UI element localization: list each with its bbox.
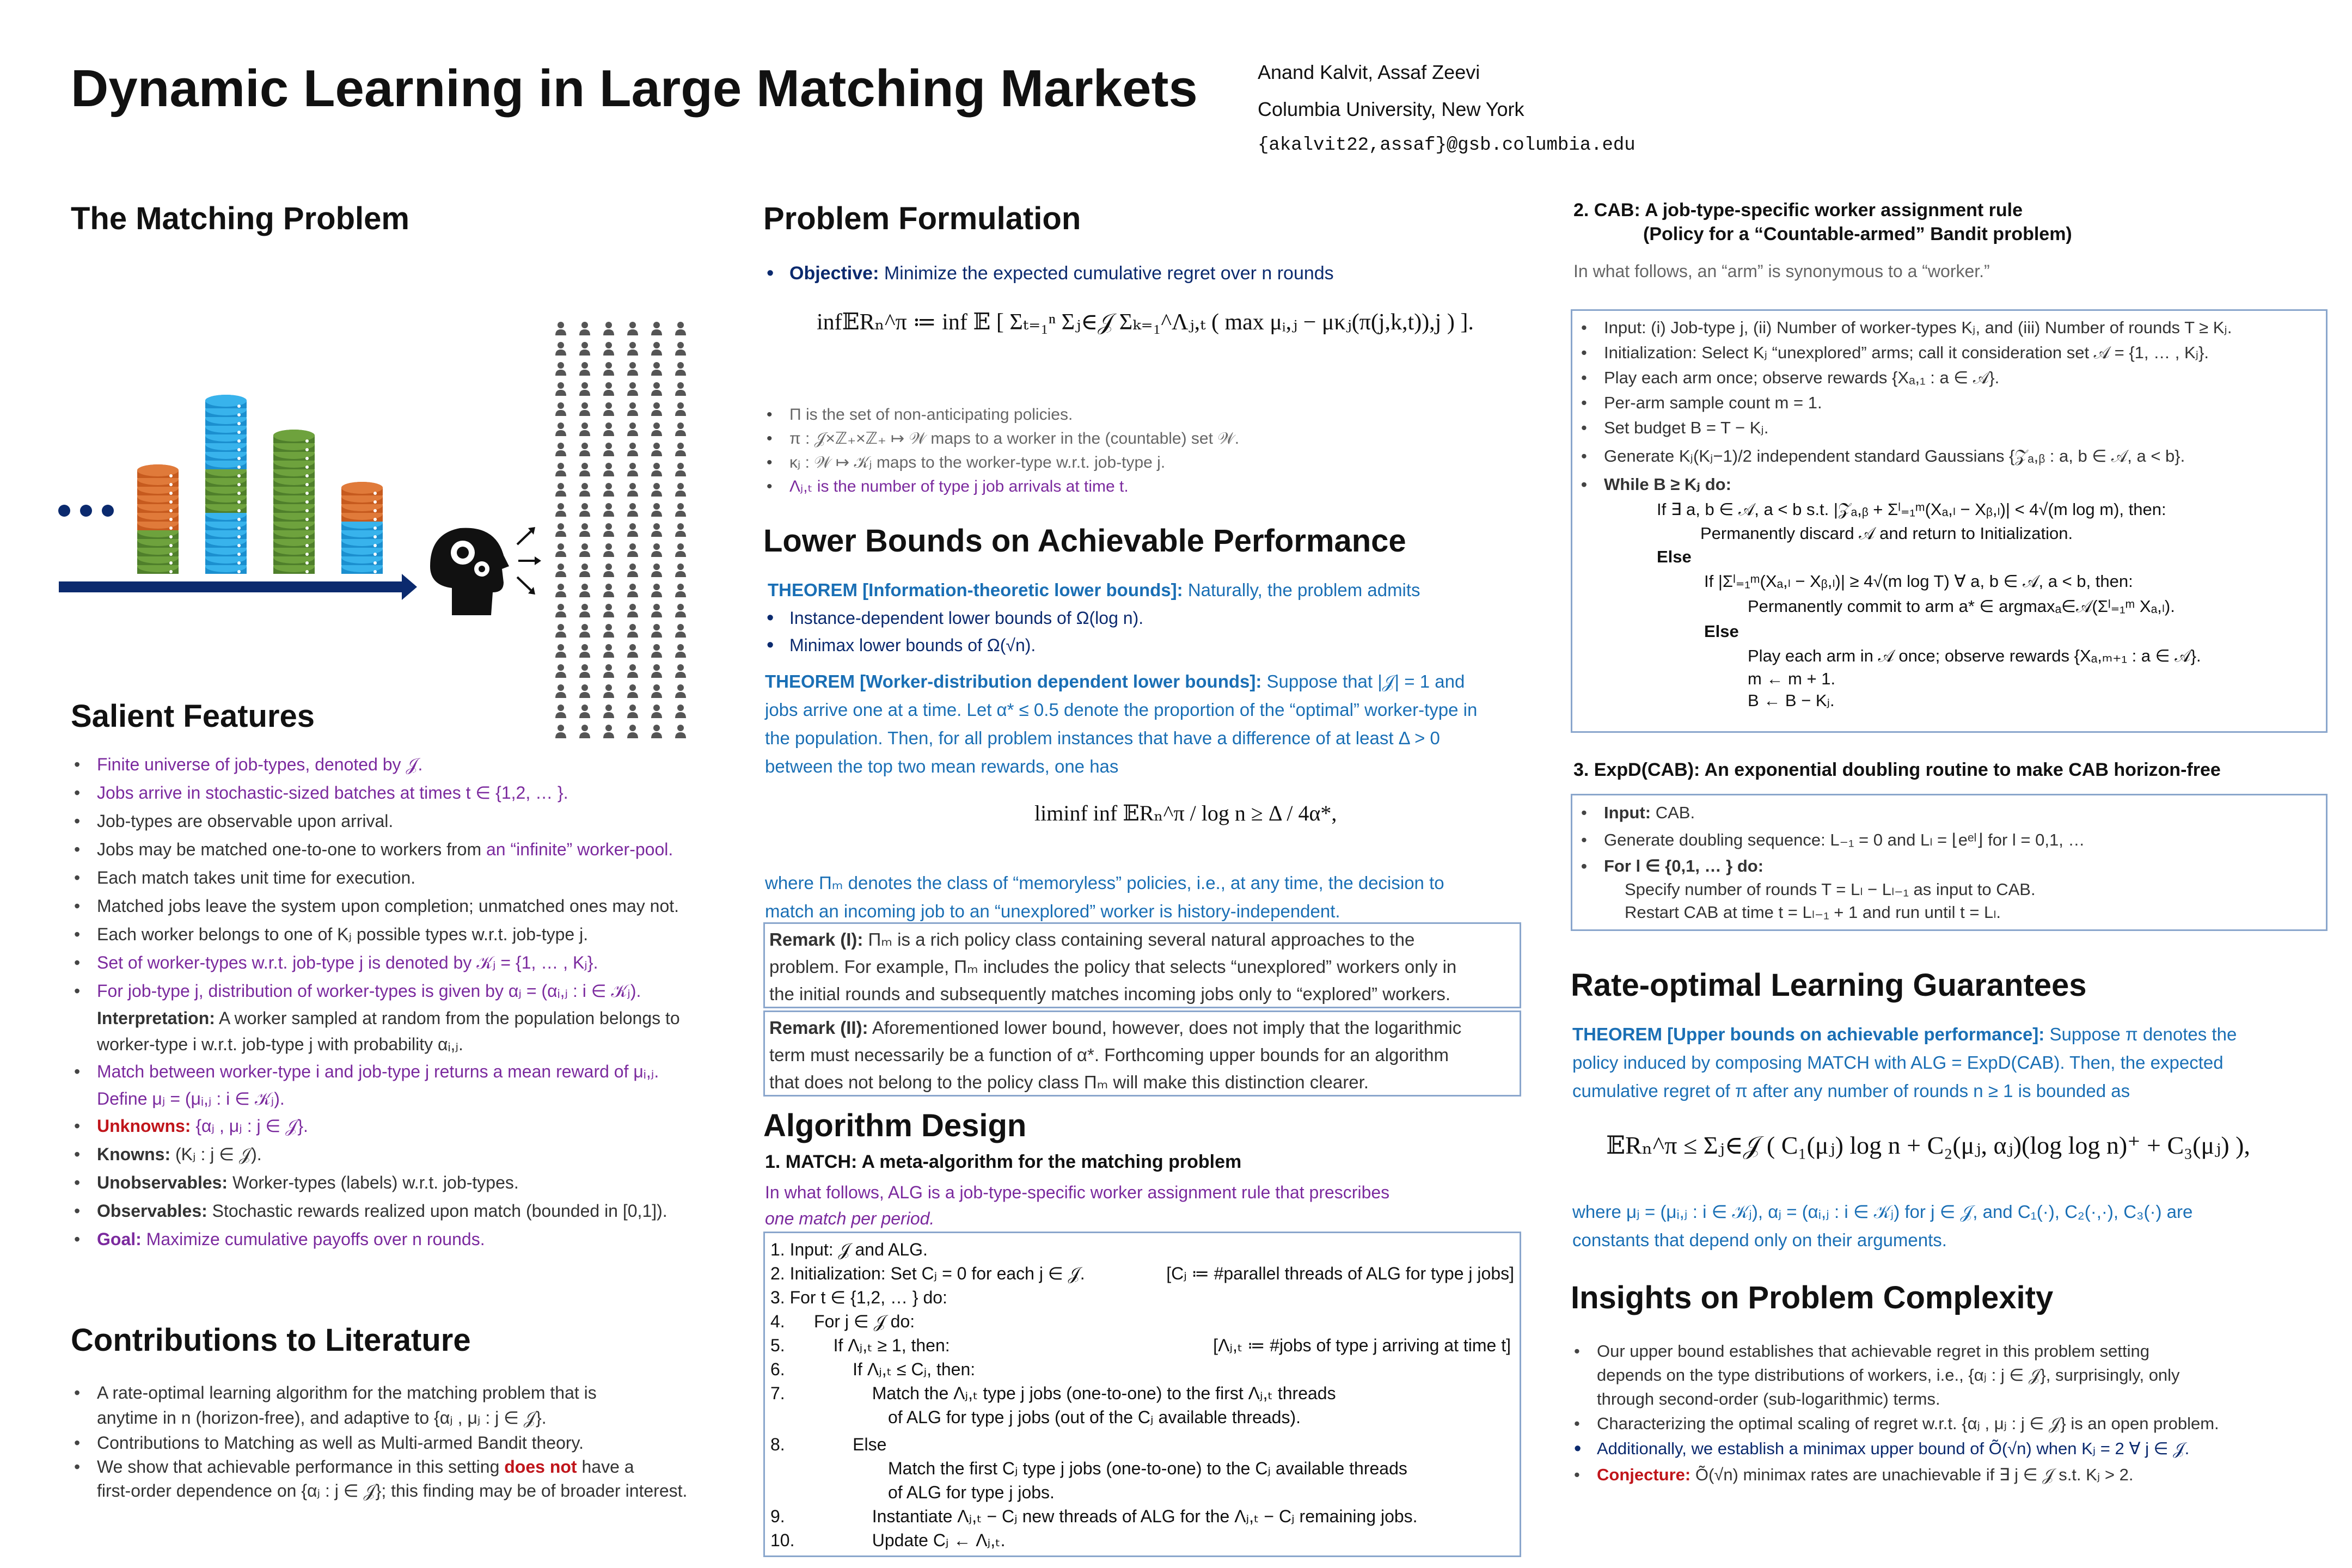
list-item: • Conjecture: Õ(√n) minimax rates are unachievable if ∃ j ∈ 𝒥 s.t. Kⱼ > 2. bbox=[1571, 1461, 2219, 1489]
worker-icon bbox=[555, 523, 566, 537]
worker-icon bbox=[627, 362, 638, 376]
worker-icon bbox=[555, 644, 566, 658]
list-item: • Π is the set of non-anticipating policies. bbox=[763, 403, 1239, 427]
cab-line: Else bbox=[1704, 622, 1739, 641]
coin-stacks bbox=[137, 395, 383, 574]
list-item: • Each worker belongs to one of Kⱼ possible types w.r.t. job-type j. bbox=[71, 920, 680, 948]
worker-icon bbox=[555, 342, 566, 356]
alg-line: Match the first Cⱼ type j jobs (one-to-one) to the Cⱼ available threads bbox=[888, 1459, 1407, 1478]
worker-icon bbox=[579, 705, 590, 718]
worker-icon bbox=[603, 584, 614, 597]
worker-icon bbox=[579, 664, 590, 678]
worker-icon bbox=[579, 624, 590, 638]
expd-line: • Generate doubling sequence: L₋₁ = 0 and Lₗ = ⌊eᵉˡ⌋ for l = 0,1, … bbox=[1578, 826, 2320, 854]
worker-icon bbox=[603, 402, 614, 416]
cab-line: Play each arm in 𝒜 once; observe rewards {Xₐ,ₘ₊₁ : a ∈ 𝒜}. bbox=[1748, 646, 2201, 665]
cab-line: • Play each arm once; observe rewards {Xₐ,₁ : a ∈ 𝒜}. bbox=[1578, 365, 2320, 390]
alg-line: 7. Match the Λⱼ,ₜ type j jobs (one-to-one) to the first Λⱼ,ₜ threads bbox=[770, 1383, 1336, 1403]
worker-icon bbox=[603, 362, 614, 376]
insights-heading: Insights on Problem Complexity bbox=[1571, 1280, 2054, 1315]
list-item: • Goal: Maximize cumulative payoffs over n rounds. bbox=[71, 1225, 680, 1253]
worker-icon bbox=[675, 684, 686, 698]
cab-intro: In what follows, an “arm” is synonymous to a “worker.” bbox=[1573, 261, 1990, 281]
worker-icon bbox=[579, 483, 590, 497]
memoryless-note: where Πₘ denotes the class of “memoryless” policies, i.e., at any time, the decision to match an incoming job to an “unexplored” worker is history-independent. bbox=[765, 873, 1444, 921]
worker-icon bbox=[675, 422, 686, 436]
list-item: • Λⱼ,ₜ is the number of type j job arrivals at time t. bbox=[763, 475, 1239, 499]
worker-icon bbox=[603, 543, 614, 557]
cab-line: If |Σˡ₌₁ᵐ(Xₐ,ₗ − Xᵦ,ₗ)| ≥ 4√(m log T) ∀ a, b ∈ 𝒜, a < b, then: bbox=[1704, 572, 2133, 591]
worker-icon bbox=[675, 564, 686, 577]
worker-icon bbox=[555, 483, 566, 497]
worker-icon bbox=[627, 664, 638, 678]
expd-line: Specify number of rounds T = Lₗ − Lₗ₋₁ as input to CAB. bbox=[1625, 880, 2036, 899]
alg-line: 5. If Λⱼ,ₜ ≥ 1, then: [Λⱼ,ₜ ≔ #jobs of type j arriving at time t] bbox=[770, 1336, 1511, 1355]
worker-icon bbox=[603, 664, 614, 678]
worker-icon bbox=[579, 402, 590, 416]
worker-icon bbox=[627, 644, 638, 658]
worker-icon bbox=[675, 604, 686, 617]
cab-line: Permanently commit to arm a* ∈ argmaxₐ∈𝒜(Σˡ₌₁ᵐ Xₐ,ₗ). bbox=[1748, 597, 2175, 616]
worker-icon bbox=[579, 543, 590, 557]
coin bbox=[205, 395, 247, 408]
worker-icon bbox=[579, 463, 590, 476]
list-item: • For job-type j, distribution of worker-types is given by αⱼ = (αᵢ,ⱼ : i ∈ 𝒦ⱼ). bbox=[71, 977, 680, 1005]
matching-illustration bbox=[49, 294, 768, 746]
list-item: • Additionally, we establish a minimax upper bound of Õ(√n) when Kⱼ = 2 ∀ j ∈ 𝒥. bbox=[1571, 1436, 2219, 1461]
worker-icon bbox=[555, 382, 566, 396]
worker-icon bbox=[555, 322, 566, 335]
remark-2-box: Remark (II): Aforementioned lower bound, however, does not imply that the logarithmic term must necessarily be a function of α*. Forthcoming upper bounds for an algorithm that does not belong to the policy class Πₘ will make this distinction clearer. bbox=[763, 1010, 1521, 1097]
list-item: • Minimax lower bounds of Ω(√n). bbox=[763, 632, 1143, 659]
theorem-1: THEOREM [Information-theoretic lower bounds]: Naturally, the problem admits bbox=[768, 580, 1420, 600]
alg-line: 6. If Λⱼ,ₜ ≤ Cⱼ, then: bbox=[770, 1359, 976, 1379]
alg-line: 9. Instantiate Λⱼ,ₜ − Cⱼ new threads of ALG for the Λⱼ,ₜ − Cⱼ remaining jobs. bbox=[770, 1506, 1418, 1526]
worker-icon bbox=[675, 503, 686, 517]
worker-icon bbox=[675, 664, 686, 678]
worker-icon bbox=[627, 543, 638, 557]
list-item: • Set of worker-types w.r.t. job-type j is denoted by 𝒦ⱼ = {1, … , Kⱼ}. bbox=[71, 948, 680, 977]
worker-icon bbox=[579, 725, 590, 738]
worker-icon bbox=[603, 322, 614, 335]
worker-icon bbox=[675, 584, 686, 597]
cab-line: • Set budget B = T − Kⱼ. bbox=[1578, 415, 2320, 440]
list-item: • Each match takes unit time for execution. bbox=[71, 863, 680, 892]
worker-icon bbox=[675, 483, 686, 497]
list-item: • Matched jobs leave the system upon completion; unmatched ones may not. bbox=[71, 892, 680, 920]
worker-icon bbox=[603, 382, 614, 396]
salient-features-heading: Salient Features bbox=[71, 699, 315, 734]
list-item: • Instance-dependent lower bounds of Ω(log n). bbox=[763, 604, 1143, 632]
worker-icon bbox=[675, 705, 686, 718]
coin bbox=[341, 482, 383, 495]
cab-subheading: 2. CAB: A job-type-specific worker assignment rule bbox=[1573, 200, 2023, 220]
list-item: • κⱼ : 𝒲 ↦ 𝒦ⱼ maps to the worker-type w.r.t. job-type j. bbox=[763, 451, 1239, 475]
upper-bound-theorem: THEOREM [Upper bounds on achievable performance]: Suppose π denotes the policy induced by composing MATCH with ALG = ExpD(CAB). Then, the expected cumulative regret of π after any number of rounds n ≥ 1 is bounded as bbox=[1572, 1024, 2237, 1101]
cab-line: m ← m + 1. bbox=[1748, 669, 1836, 688]
list-item: • Our upper bound establishes that achievable regret in this problem setting bbox=[1571, 1339, 2219, 1363]
decision-head-icon bbox=[430, 527, 541, 615]
affiliation: Columbia University, New York bbox=[1258, 98, 1524, 120]
cab-algorithm-box bbox=[1571, 309, 2328, 733]
cab-line: Else bbox=[1657, 547, 1692, 566]
worker-icon bbox=[579, 382, 590, 396]
worker-icon bbox=[603, 503, 614, 517]
list-item: • Observables: Stochastic rewards realized upon match (bounded in [0,1]). bbox=[71, 1197, 680, 1225]
worker-icon bbox=[627, 483, 638, 497]
worker-icon bbox=[627, 624, 638, 638]
worker-icon bbox=[627, 443, 638, 456]
match-intro: In what follows, ALG is a job-type-specific worker assignment rule that prescribes one match per period. bbox=[765, 1183, 1390, 1228]
worker-icon bbox=[603, 725, 614, 738]
coin bbox=[273, 430, 315, 443]
worker-icon bbox=[627, 564, 638, 577]
list-item: • Jobs arrive in stochastic-sized batches at times t ∈ {1,2, … }. bbox=[71, 779, 680, 807]
cab-line: If ∃ a, b ∈ 𝒜, a < b s.t. |𝒵ₐ,ᵦ + Σˡ₌₁ᵐ(Xₐ,ₗ − Xᵦ,ₗ)| < 4√(m log m), then: bbox=[1657, 500, 2166, 519]
list-item: • We show that achievable performance in this setting does not have a bbox=[71, 1455, 687, 1479]
list-item: anytime in n (horizon-free), and adaptive to {αⱼ , μⱼ : j ∈ 𝒥}. bbox=[97, 1408, 547, 1428]
worker-icon bbox=[603, 705, 614, 718]
worker-icon bbox=[651, 543, 662, 557]
formulation-notes bbox=[763, 403, 1239, 499]
worker-icon bbox=[651, 604, 662, 617]
worker-icon bbox=[627, 584, 638, 597]
worker-icon bbox=[627, 402, 638, 416]
matching-problem-heading: The Matching Problem bbox=[71, 201, 409, 236]
worker-icon bbox=[579, 503, 590, 517]
alg-line: 3. For t ∈ {1,2, … } do: bbox=[770, 1288, 947, 1307]
list-item: • Job-types are observable upon arrival. bbox=[71, 807, 680, 835]
cab-line: • Per-arm sample count m = 1. bbox=[1578, 390, 2320, 415]
formulation-heading: Problem Formulation bbox=[763, 201, 1081, 236]
insights-list bbox=[1571, 1339, 2219, 1489]
list-item: worker-type i w.r.t. job-type j with probability αᵢ,ⱼ. bbox=[97, 1034, 463, 1054]
worker-icon bbox=[555, 402, 566, 416]
ellipsis-dots bbox=[58, 505, 114, 517]
cab-line: Permanently discard 𝒜 and return to Initialization. bbox=[1700, 524, 2073, 543]
worker-icon bbox=[651, 644, 662, 658]
worker-icon bbox=[555, 503, 566, 517]
list-item: • Finite universe of job-types, denoted by 𝒥. bbox=[71, 750, 680, 779]
worker-icon bbox=[651, 564, 662, 577]
worker-icon bbox=[651, 584, 662, 597]
authors: Anand Kalvit, Assaf Zeevi bbox=[1258, 61, 1480, 83]
expd-line: • For l ∈ {0,1, … } do: bbox=[1578, 854, 2320, 878]
theorem-2: THEOREM [Worker-distribution dependent lower bounds]: Suppose that |𝒥| = 1 and jobs arrive one at a time. Let α* ≤ 0.5 denote the proportion of the “optimal” worker-type in the population. Then, for all problem instances that have a difference of at least Δ > 0 between the top two mean rewards, one has bbox=[765, 671, 1478, 776]
worker-icon bbox=[555, 362, 566, 376]
theorem-1-list bbox=[763, 604, 1143, 659]
expd-subheading: 3. ExpD(CAB): An exponential doubling routine to make CAB horizon-free bbox=[1573, 759, 2221, 780]
worker-icon bbox=[627, 725, 638, 738]
worker-icon bbox=[651, 382, 662, 396]
worker-icon bbox=[627, 422, 638, 436]
worker-icon bbox=[651, 483, 662, 497]
worker-icon bbox=[603, 604, 614, 617]
worker-icon bbox=[675, 382, 686, 396]
worker-icon bbox=[603, 483, 614, 497]
list-item: • Unobservables: Worker-types (labels) w.r.t. job-types. bbox=[71, 1168, 680, 1197]
cab-line: B ← B − Kⱼ. bbox=[1748, 691, 1835, 710]
lower-bounds-heading: Lower Bounds on Achievable Performance bbox=[763, 523, 1406, 559]
worker-icon bbox=[651, 402, 662, 416]
cab-line: • Generate Kⱼ(Kⱼ−1)/2 independent standard Gaussians {𝒵ₐ,ᵦ : a, b ∈ 𝒜, a < b}. bbox=[1578, 440, 2320, 472]
match-algorithm-box bbox=[763, 1232, 1521, 1557]
worker-icon bbox=[651, 322, 662, 335]
worker-icon bbox=[555, 443, 566, 456]
worker-icon bbox=[651, 664, 662, 678]
worker-icon bbox=[555, 624, 566, 638]
expd-line: • Input: CAB. bbox=[1578, 800, 2320, 826]
poster-title: Dynamic Learning in Large Matching Markets bbox=[71, 59, 1198, 118]
list-item: • Characterizing the optimal scaling of regret w.r.t. {αⱼ , μⱼ : j ∈ 𝒥} is an open problem. bbox=[1571, 1411, 2219, 1436]
worker-icon bbox=[555, 664, 566, 678]
worker-icon bbox=[579, 523, 590, 537]
coin bbox=[137, 464, 179, 478]
worker-icon bbox=[627, 463, 638, 476]
worker-icon bbox=[555, 684, 566, 698]
upper-bound-equation: 𝔼Rₙ^π ≤ Σⱼ∈𝒥 ( C₁(μⱼ) log n + C₂(μⱼ, αⱼ)(log log n)⁺ + C₃(μⱼ) ), bbox=[1606, 1131, 2250, 1159]
cab-line: • Input: (i) Job-type j, (ii) Number of worker-types Kⱼ, and (iii) Number of rounds T ≥ Kⱼ. bbox=[1578, 315, 2320, 340]
cab-line: • While B ≥ Kⱼ do: bbox=[1578, 472, 2320, 497]
worker-icon bbox=[603, 422, 614, 436]
objective-line: • Objective: Minimize the expected cumulative regret over n rounds bbox=[763, 259, 2352, 287]
guarantees-heading: Rate-optimal Learning Guarantees bbox=[1571, 967, 2087, 1003]
worker-icon bbox=[555, 705, 566, 718]
alg-line: 4. For j ∈ 𝒥 do: bbox=[770, 1312, 915, 1331]
worker-icon bbox=[627, 684, 638, 698]
worker-icon bbox=[675, 543, 686, 557]
worker-icon bbox=[675, 463, 686, 476]
worker-icon bbox=[603, 684, 614, 698]
worker-icon bbox=[627, 342, 638, 356]
worker-icon bbox=[627, 523, 638, 537]
worker-icon bbox=[579, 443, 590, 456]
worker-icon bbox=[603, 564, 614, 577]
worker-icon bbox=[627, 503, 638, 517]
worker-icon bbox=[627, 382, 638, 396]
worker-icon bbox=[651, 523, 662, 537]
worker-icon bbox=[651, 503, 662, 517]
expd-algorithm-box bbox=[1571, 794, 2328, 931]
worker-icon bbox=[627, 604, 638, 617]
email: {akalvit22,assaf}@gsb.columbia.edu bbox=[1258, 135, 1636, 156]
worker-icon bbox=[603, 624, 614, 638]
salient-features-list bbox=[71, 750, 680, 1253]
match-subheading: 1. MATCH: A meta-algorithm for the matching problem bbox=[765, 1152, 1242, 1172]
worker-icon bbox=[603, 644, 614, 658]
worker-icon bbox=[579, 422, 590, 436]
list-item: • Knowns: (Kⱼ : j ∈ 𝒥). bbox=[71, 1140, 680, 1168]
worker-icon bbox=[651, 463, 662, 476]
worker-icon bbox=[603, 443, 614, 456]
alg-line: 8. Else bbox=[770, 1435, 887, 1454]
worker-icon bbox=[651, 362, 662, 376]
worker-icon bbox=[651, 705, 662, 718]
worker-icon bbox=[651, 624, 662, 638]
lower-bound-equation: liminf inf 𝔼Rₙ^π / log n ≥ Δ / 4α*, bbox=[1034, 801, 1337, 825]
list-item: first-order dependence on {αⱼ : j ∈ 𝒥}; this finding may be of broader interest. bbox=[97, 1481, 688, 1500]
worker-icon bbox=[603, 523, 614, 537]
cab-line: • Initialization: Select Kⱼ “unexplored” arms; call it consideration set 𝒜 = {1, … , Kⱼ}. bbox=[1578, 340, 2320, 365]
alg-line: 10. Update Cⱼ ← Λⱼ,ₜ. bbox=[770, 1530, 1006, 1550]
list-item: • Match between worker-type i and job-type j returns a mean reward of μᵢ,ⱼ. bbox=[71, 1057, 680, 1086]
worker-icon bbox=[555, 725, 566, 738]
worker-icon bbox=[555, 564, 566, 577]
worker-icon bbox=[675, 362, 686, 376]
worker-icon bbox=[555, 422, 566, 436]
alg-line: of ALG for type j jobs. bbox=[888, 1483, 1055, 1502]
worker-icon bbox=[579, 584, 590, 597]
alg-line: of ALG for type j jobs (out of the Cⱼ available threads). bbox=[888, 1407, 1301, 1427]
algorithm-heading: Algorithm Design bbox=[763, 1108, 1027, 1143]
worker-icon bbox=[651, 443, 662, 456]
cab-subheading-2: (Policy for a “Countable-armed” Bandit problem) bbox=[1643, 224, 2072, 244]
regret-equation: inf𝔼Rₙ^π ≔ inf 𝔼 [ Σₜ₌₁ⁿ Σⱼ∈𝒥 Σₖ₌₁^Λⱼ,ₜ ( max μᵢ,ⱼ − μκⱼ(π(j,k,t)),j ) ]. bbox=[817, 310, 1474, 335]
worker-icon bbox=[579, 342, 590, 356]
worker-icon bbox=[675, 644, 686, 658]
contributions-list bbox=[71, 1381, 687, 1503]
worker-icon bbox=[579, 684, 590, 698]
worker-icon bbox=[555, 463, 566, 476]
worker-icon bbox=[627, 705, 638, 718]
list-item: depends on the type distributions of workers, i.e., {αⱼ : j ∈ 𝒥}, surprisingly, only bbox=[1597, 1365, 2180, 1385]
worker-icon bbox=[675, 322, 686, 335]
worker-icon bbox=[555, 584, 566, 597]
worker-icon bbox=[675, 342, 686, 356]
list-item: • A rate-optimal learning algorithm for the matching problem that is bbox=[71, 1381, 687, 1405]
worker-icon bbox=[675, 523, 686, 537]
worker-icon bbox=[579, 322, 590, 335]
worker-icon bbox=[579, 362, 590, 376]
worker-icon bbox=[675, 725, 686, 738]
worker-icon bbox=[579, 604, 590, 617]
worker-icon bbox=[603, 342, 614, 356]
list-item: • π : 𝒥×ℤ₊×ℤ₊ ↦ 𝒲 maps to a worker in the (countable) set 𝒲. bbox=[763, 427, 1239, 451]
expd-line: Restart CAB at time t = Lₗ₋₁ + 1 and run until t = Lₗ. bbox=[1625, 903, 2001, 922]
list-item: through second-order (sub-logarithmic) terms. bbox=[1597, 1389, 1940, 1408]
list-item: • Unknowns: {αⱼ , μⱼ : j ∈ 𝒥}. bbox=[71, 1112, 680, 1140]
list-item: Define μⱼ = (μᵢ,ⱼ : i ∈ 𝒦ⱼ). bbox=[97, 1089, 285, 1108]
worker-icon bbox=[555, 604, 566, 617]
alg-line: 2. Initialization: Set Cⱼ = 0 for each j ∈ 𝒥. [Cⱼ ≔ #parallel threads of ALG for type j jobs] bbox=[770, 1264, 1514, 1283]
list-item: Interpretation: A worker sampled at random from the population belongs to bbox=[97, 1008, 680, 1028]
list-item: • Contributions to Matching as well as Multi-armed Bandit theory. bbox=[71, 1431, 687, 1455]
worker-icon bbox=[579, 644, 590, 658]
list-item: • Jobs may be matched one-to-one to workers from an “infinite” worker-pool. bbox=[71, 835, 680, 863]
contributions-heading: Contributions to Literature bbox=[71, 1322, 471, 1358]
alg-line: 1. Input: 𝒥 and ALG. bbox=[770, 1240, 928, 1259]
worker-icon bbox=[555, 543, 566, 557]
remark-1-box: Remark (I): Πₘ is a rich policy class containing several natural approaches to the problem. For example, Πₘ includes the policy that selects “unexplored” workers only in the initial rounds and subsequently matches incoming jobs only to “explored” workers. bbox=[763, 922, 1521, 1008]
worker-icon bbox=[651, 342, 662, 356]
worker-icon bbox=[603, 463, 614, 476]
flow-arrow bbox=[59, 574, 417, 600]
upper-bound-note: where μⱼ = (μᵢ,ⱼ : i ∈ 𝒦ⱼ), αⱼ = (αᵢ,ⱼ : i ∈ 𝒦ⱼ) for j ∈ 𝒥, and C₁(·), C₂(·,·), C₃(·) are constants that depend only on their arguments. bbox=[1572, 1202, 2193, 1250]
worker-icon bbox=[675, 402, 686, 416]
worker-icon bbox=[651, 684, 662, 698]
worker-icon bbox=[651, 422, 662, 436]
worker-icon bbox=[675, 443, 686, 456]
worker-icon bbox=[675, 624, 686, 638]
worker-icon bbox=[627, 322, 638, 335]
worker-icon bbox=[651, 725, 662, 738]
worker-icon bbox=[579, 564, 590, 577]
worker-pool-grid bbox=[555, 322, 686, 738]
